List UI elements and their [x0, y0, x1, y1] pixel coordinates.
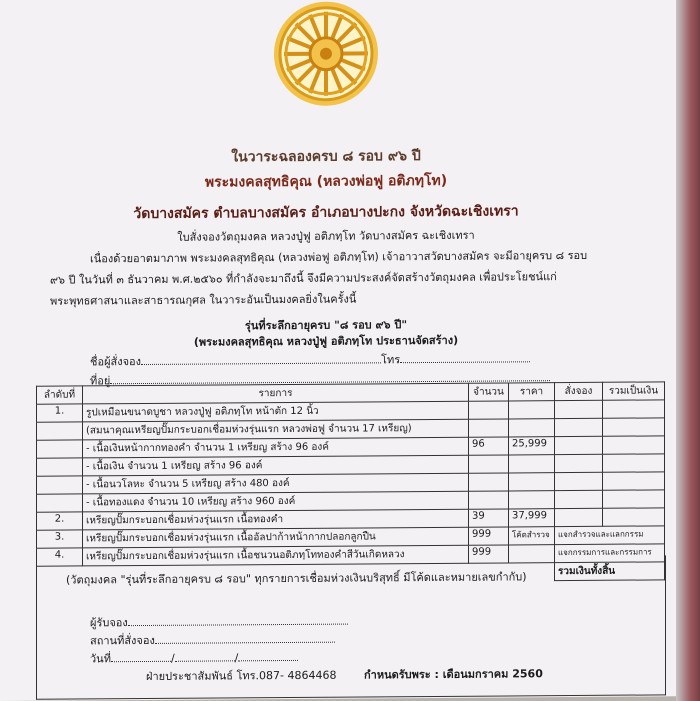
row-order-cell[interactable] [555, 490, 603, 508]
row-qty [469, 455, 509, 473]
row-item: (สมนาคุณเหรียญปั๊มกระบอกเชื่อมห่วงรุ่นแรก หลวงพ่อฟู จำนวน 17 เหรียญ) [83, 419, 469, 440]
form-title: ใบสั่งจองวัตถุมงคล หลวงปู่ฟู อติภทฺโท วัดบางสมัคร ฉะเชิงเทรา [177, 228, 475, 244]
col-order: สั่งจอง [555, 382, 603, 400]
row-qty [469, 473, 509, 491]
col-total: รวมเป็นเงิน [603, 382, 665, 400]
row-qty [469, 419, 509, 437]
col-qty: จำนวน [469, 383, 509, 401]
row-no: 3. [37, 530, 83, 548]
row-order-cell[interactable] [555, 508, 603, 526]
title-occasion: ในวาระฉลองครบ ๘ รอบ ๙๖ ปี [231, 148, 421, 166]
row-no: 4. [37, 548, 83, 566]
row-order-note: แจกกรรมการและกรรมการ [555, 544, 665, 563]
row-no [37, 440, 83, 458]
row-item: เหรียญปั๊มกระบอกเชื่อมห่วงรุ่นแรก เนื้อชนวนอติภทฺโททองคำสีวันเกิดหลวง [83, 545, 469, 566]
row-item: - เนื้อทองแดง จำนวน 10 เหรียญ สร้าง 960 องค์ [83, 491, 469, 512]
intro-line-3: พระพุทธศาสนาและสาธารณกุศล ในวาระอันเป็นมงคลยิ่งในครั้งนี้ [50, 292, 357, 308]
place-label: สถานที่สั่งจอง [90, 633, 155, 648]
subtitle-edition: รุ่นที่ระลึกอายุครบ "๘ รอบ ๙๖ ปี" [244, 318, 408, 333]
place-field[interactable] [90, 630, 335, 650]
row-no: 2. [37, 512, 83, 530]
row-price [509, 455, 555, 473]
row-no [37, 458, 83, 476]
row-total-cell[interactable] [603, 508, 665, 526]
title-monk-name: พระมงคลสุทธิคุณ (หลวงพ่อฟู อติภทฺโท) [204, 172, 448, 191]
row-price [509, 491, 555, 509]
row-total-cell[interactable] [603, 454, 665, 472]
row-no [37, 422, 83, 440]
row-item: - เนื้อนวโลหะ จำนวน 5 เหรียญ สร้าง 480 องค์ [83, 473, 469, 494]
order-table [36, 381, 665, 584]
col-price: ราคา [509, 383, 555, 401]
row-no [37, 476, 83, 494]
dharma-wheel-emblem [272, 0, 380, 108]
row-order-note: แจกสำรวจและแลกกรรม [555, 526, 665, 545]
row-qty [469, 401, 509, 419]
receiver-label: ผู้รับจอง [90, 616, 128, 630]
row-order-cell[interactable] [555, 472, 603, 490]
row-order-cell[interactable] [555, 418, 603, 436]
deadline: กำหนดรับพระ : เดือนมกราคม 2560 [364, 667, 543, 682]
row-no: 1. [37, 404, 83, 422]
subtitle-chairman: (พระมงคลสุทธิคุณ หลวงปู่ฟู อติภทฺโท ประธานจัดสร้าง) [193, 333, 459, 349]
row-qty: 999 [469, 545, 509, 563]
row-item: - เนื้อเงินหน้ากากทองคำ จำนวน 1 เหรียญ สร้าง 96 องค์ [83, 437, 469, 458]
row-qty: 999 [469, 527, 509, 545]
row-item: เหรียญปั๊มกระบอกเชื่อมห่วงรุ่นแรก เนื้อทองคำ [83, 509, 469, 530]
orderer-name-field[interactable] [90, 349, 530, 370]
phone-label: โทร [381, 353, 401, 367]
receiver-field[interactable] [90, 612, 348, 632]
row-qty: 96 [469, 437, 509, 455]
title-temple: วัดบางสมัคร ตำบลบางสมัคร อำเภอบางปะกง จังหวัดฉะเชิงเทรา [133, 203, 519, 223]
row-item: - เนื้อเงิน จำนวน 1 เหรียญ สร้าง 96 องค์ [83, 455, 469, 476]
intro-line-2: ๙๖ ปี ในวันที่ ๓ ธันวาคม พ.ศ.๒๕๖๐ ที่กำลังจะมาถึงนี้ จึงมีความประสงค์จัดสร้างวัตถุมงคล เพื่อประโยชน์แก่ [50, 270, 557, 287]
row-order-cell[interactable] [555, 436, 603, 454]
row-item: รูปเหมือนขนาดบูชา หลวงปู่ฟู อติภทฺโท หน้าตัก 12 นิ้ว [83, 401, 469, 422]
total-label: รวมเงินทั้งสิ้น [555, 562, 665, 581]
row-price [509, 473, 555, 491]
orderer-name-label: ชื่อผู้สั่งจอง [90, 355, 142, 369]
row-order-cell[interactable] [555, 454, 603, 472]
row-price: 25,999 [509, 437, 555, 455]
col-item: รายการ [83, 383, 469, 404]
row-price: 37,999 [509, 509, 555, 527]
row-qty: 39 [469, 509, 509, 527]
product-note: (วัตถุมงคล "รุ่นที่ระลึกอายุครบ ๘ รอบ" ทุกรายการเชื่อมห่วงเงินบริสุทธิ์ มีโค้ดและหมายเลขกำกับ) [66, 570, 527, 587]
row-price [509, 401, 555, 419]
table-edge-background [676, 0, 700, 701]
pr-contact: ฝ่ายประชาสัมพันธ์ โทร.087- 4864468 [146, 668, 337, 683]
row-total-cell[interactable] [603, 418, 665, 436]
row-no [37, 494, 83, 512]
col-no: ลำดับที่ [37, 386, 83, 404]
date-field[interactable]: วันที่ / / [90, 648, 298, 667]
row-total-cell[interactable] [603, 436, 665, 454]
address-label: ที่อยู่ [90, 374, 111, 388]
row-item: เหรียญปั๊มกระบอกเชื่อมห่วงรุ่นแรก เนื้ออัลปาก้าหน้ากากปลอกลูกปืน [83, 527, 469, 548]
row-total-cell[interactable] [603, 472, 665, 490]
row-total-cell[interactable] [603, 400, 665, 418]
row-price [509, 419, 555, 437]
row-price: โค้ดสำรวจ [509, 527, 555, 545]
intro-line-1: เนื่องด้วยอาตมาภาพ พระมงคลสุทธิคุณ (หลวงพ่อฟู อติภทฺโท) เจ้าอาวาสวัดบางสมัคร จะมีอายุครบ ๘ รอบ [90, 248, 588, 266]
date-label: วันที่ [90, 652, 111, 666]
row-order-cell[interactable] [555, 400, 603, 418]
row-total-cell[interactable] [603, 490, 665, 508]
row-qty [469, 491, 509, 509]
